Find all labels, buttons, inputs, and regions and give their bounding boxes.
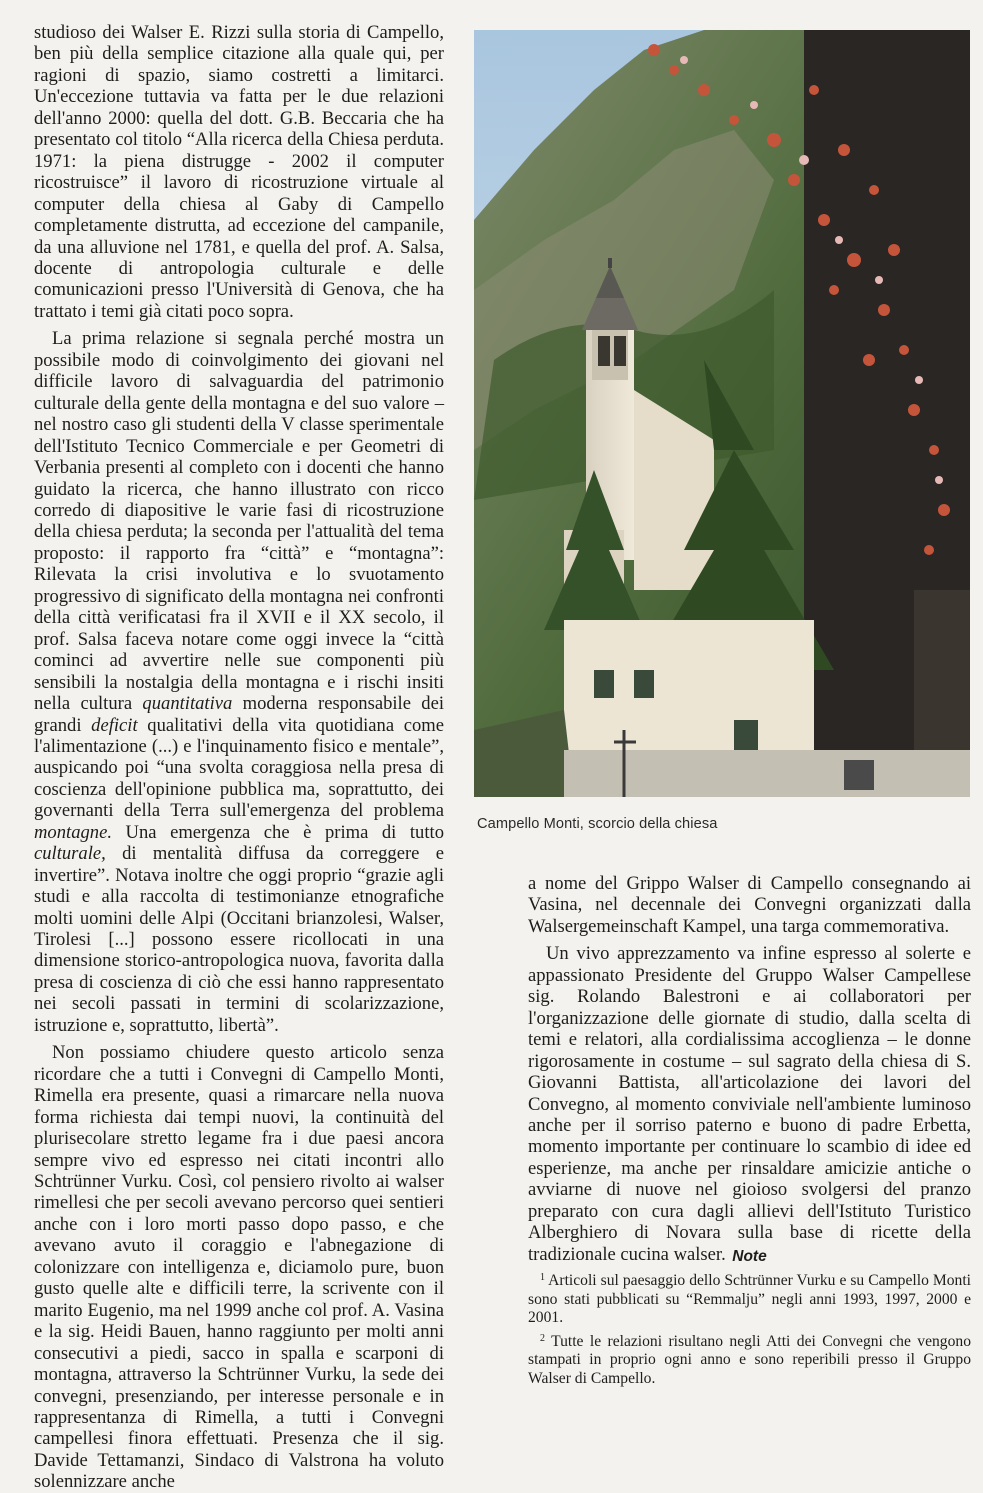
footnote-text: Articoli sul paesaggio dello Schtrünner Vurku e su Campello Monti sono stati pubblicati su “Remmalju” negli anni 1993, 1997, 2000 e 2001. (528, 1272, 971, 1326)
paragraph-prima-relazione (34, 328, 444, 1036)
italic-word: quantitativa (142, 693, 233, 715)
footnote-text: Tutte le relazioni risultano negli Atti dei Convegni che vengono stampati in proprio ogni anno e sono reperibili presso il Gruppo Walser di Campello. (528, 1332, 971, 1387)
text-run: Una emergenza che è prima di tutto (111, 821, 444, 843)
text-run: di mentalità diffusa da correggere e invertire”. Notava inoltre che oggi proprio “grazie agli studi e alla raccolta di testimonianze etnografiche molti uomini delle Alpi (Occitani brianzolesi, Walser, Tirolesi [...] possono essere ricollocati in una dimensione storico-antropologica nuova, favorita dalla presa di coscienza di ciò che essi hanno rappresentato nei secoli passati in termini di scolarizzazione, istruzione e, soprattutto, libertà”. (34, 843, 444, 1036)
text-run: moderna responsabile dei grandi (34, 693, 444, 736)
footnotes (528, 1272, 971, 1388)
paragraph-apprezzamento: Un vivo apprezzamento va infine espresso al solerte e appassionato Presidente del Gruppo Walser Campellese sig. Rolando Balestroni e ai collaboratori per l'organizzazione delle giornate di studio, dalla scelta di temi e relatori, alla cordialissima accoglienza – le donne rigorosamente in costume – sul sagrato della chiesa di S. Giovanni Battista, all'articolazione dei lavori del Convegno, al momento conviviale nell'ambiente luminoso anche per il sorriso paterno e buono di padre Erbetta, momento importante per continuare lo scambio di idee ed esperienze, ma anche per rinsaldare amicizie antiche o avviarne di nuove nel gioioso svolgersi del pranzo preparato con cura dagli allievi dell'Istituto Turistico Alberghiero di Novara sulla base di ricette della tradizionale cucina walser. (528, 943, 971, 1265)
italic-word: culturale, (34, 843, 106, 865)
paragraph-targa: a nome del Grippo Walser di Campello consegnando ai Vasina, nel decennale dei Convegni organizzati dalla Walsergemeinschaft Kampel, una targa commemorativa. (528, 873, 971, 937)
italic-word: deficit (91, 714, 138, 736)
footnote-marker: 1 (540, 1272, 545, 1283)
text-run: La prima relazione si segnala perché mostra un possibile modo di coinvolgimento dei giovani nel difficile lavoro di salvaguardia del patrimonio culturale della gente della montagna e del suo valore – nel nostro caso gli studenti della V classe sperimentale dell'Istituto Tecnico Commerciale e per Geometri di Verbania presenti al completo con i docenti che hanno guidato la ricerca, che hanno illustrato con ricco corredo di diapositive le varie fasi di ricostruzione della chiesa perduta; la seconda per l'attualità del tema proposto: il rapporto fra “città” e “montagna”: Rilevata la crisi involutiva e lo svuotamento progressivo di significato della montagna nei confronti della città verificatasi fra il XVII e il XX secolo, il prof. Salsa faceva notare come oggi invece la “città cominci ad avvertire nelle sue componenti più sensibili la nostalgia della montagna e i rischi insiti nella cultura (34, 328, 444, 715)
paragraph-rimella-presenza: Non possiamo chiudere questo articolo senza ricordare che a tutti i Convegni di Campello Monti, Rimella era presente, quasi a rimarcare nella nuova forma richiesta dai tempi nuovi, la continuità del plurisecolare stretto legame fra i due paesi ancora sempre vivo ed espresso nei citati incontri allo Schtrünner Vurku. Così, col pensiero rivolto ai walser rimellesi che per secoli avevano percorso quei sentieri anche con i loro morti passo dopo passo, e che avevano avuto il coraggio e l'abnegazione di colonizzare con intelligenza e, diciamolo pure, buon gusto quelle alte e difficili terre, la scrivente con il marito Eugenio, ma nel 1999 anche col prof. A. Vasina e la sig. Heidi Bauen, hanno raggiunto per molti anni consecutivi a piedi, sacco in spalla e scarponi di montagna, attraverso la Schtrünner Vurku, la sede dei convegni, presenziando, per interesse personale e in rappresentanza di Rimella, a tutti i Convegni campellesi finora effettuati. Presenza che il sig. Davide Tettamanzi, Sindaco di Valstrona ha voluto solennizzare anche (34, 1042, 444, 1493)
footnote-2 (528, 1333, 971, 1389)
left-text-column (34, 22, 444, 1493)
photo-caption: Campello Monti, scorcio della chiesa (477, 816, 718, 832)
italic-word: montagne. (34, 821, 112, 843)
paragraph-relazioni: studioso dei Walser E. Rizzi sulla storia di Campello, ben più della semplice citazione alla quale qui, per ragioni di spazio, siamo costretti a limitarci. Un'eccezione tuttavia va fatta per le due relazioni dell'anno 2000: quella del dott. G.B. Beccaria che ha presentato col titolo “Alla ricerca della Chiesa perduta. 1971: la piena distrugge - 2002 il computer ricostruisce” il lavoro di ricostruzione virtuale al computer della chiesa al Gaby di Campello completamente distrutta, ad eccezione del campanile, da una alluvione nel 1781, e quella del prof. A. Salsa, docente di antropologia culturale e delle comunicazioni presso l'Università di Genova, che ha trattato i temi già citati poco sopra. (34, 22, 444, 322)
church-photo (474, 30, 970, 797)
notes-heading: Note (732, 1248, 767, 1265)
footnote-marker: 2 (540, 1332, 545, 1344)
text-run: qualitativi della vita quotidiana come l'alimentazione (...) e l'inquinamento fisico e mentale”, auspicando poi “una svolta coraggiosa nella presa di coscienza dell'opinione pubblica ma, soprattutto, dei governanti della Terra sull'emergenza del problema (34, 714, 445, 822)
right-text-column (528, 873, 971, 1265)
footnote-1 (528, 1272, 971, 1328)
